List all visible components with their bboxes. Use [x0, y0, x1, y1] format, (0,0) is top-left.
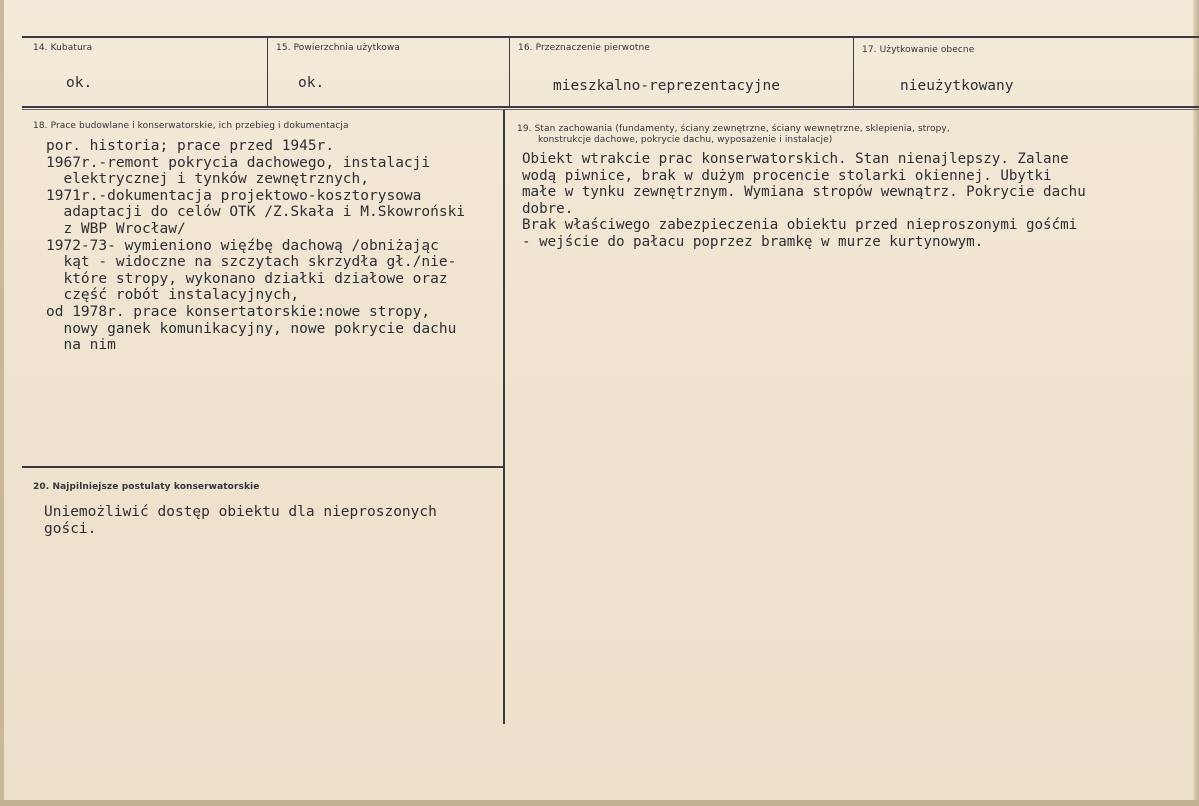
field-20-text [44, 504, 437, 537]
header-divider-1 [267, 38, 268, 106]
field-15-label: 15. Powierzchnia użytkowa [276, 43, 400, 53]
field-15-value: ok. [298, 75, 325, 91]
field-20-line: gości. [44, 520, 97, 537]
field-18-line: 1971r.-dokumentacja projektowo-kosztorysowa [46, 187, 422, 204]
card-edge-right [1193, 0, 1199, 806]
header-bottom-rule [22, 106, 1199, 108]
header-divider-3 [853, 38, 854, 106]
field-16-value: mieszkalno-reprezentacyjne [553, 78, 780, 94]
field-18-line: nowy ganek komunikacyjny, nowe pokrycie dachu [46, 320, 457, 337]
header-divider-2 [509, 38, 510, 106]
field-14-value: ok. [66, 75, 93, 91]
field-19-line: małe w tynku zewnętrznym. Wymiana stropów wewnątrz. Pokrycie dachu [522, 184, 1086, 201]
field-18-label: 18. Prace budowlane i konserwatorskie, ich przebieg i dokumentacja [33, 121, 349, 131]
field-20-label: 20. Najpilniejsze postulaty konserwatorskie [33, 482, 260, 492]
main-divider [503, 110, 505, 724]
field-19-line: - wejście do pałacu poprzez bramkę w murze kurtynowym. [522, 233, 984, 250]
field-18-text [46, 138, 465, 354]
field-19-label: 19. Stan zachowania (fundamenty, ściany zewnętrzne, ściany wewnętrzne, sklepienia, stropy, [517, 124, 950, 134]
field-19-line: Obiekt wtrakcie prac konserwatorskich. Stan nienajlepszy. Zalane [522, 151, 1069, 167]
section-20-rule [22, 466, 503, 468]
field-17-value: nieużytkowany [900, 78, 1014, 94]
top-rule [22, 36, 1199, 38]
field-18-line: od 1978r. prace konsertatorskie:nowe stropy, [46, 303, 431, 320]
field-18-line: kąt - widoczne na szczytach skrzydła gł./nie- [46, 254, 457, 271]
field-19-label-cont: konstrukcje dachowe, pokrycie dachu, wyposażenie i instalacje) [538, 135, 833, 145]
field-17-label: 17. Użytkowanie obecne [862, 45, 975, 55]
field-14-label: 14. Kubatura [33, 43, 93, 53]
field-18-line: część robót instalacyjnych, [46, 287, 300, 304]
field-19-line: dobre. [522, 200, 574, 217]
field-18-line: adaptacji do celów OTK /Z.Skała i M.Skowroński [46, 204, 466, 221]
field-18-line: por. historia; prace przed 1945r. [46, 138, 335, 154]
field-18-line: które stropy, wykonano działki działowe oraz [46, 270, 448, 287]
card-edge-left [0, 0, 4, 806]
field-19-text [522, 151, 1086, 251]
card-edge-bottom [0, 800, 1199, 806]
field-18-line: elektrycznej i tynków zewnętrznych, [46, 171, 370, 188]
field-20-line: Uniemożliwić dostęp obiektu dla nieproszonych [44, 504, 437, 520]
field-18-line: na nim [46, 337, 116, 354]
field-19-line: Brak właściwego zabezpieczenia obiektu przed nieproszonymi gośćmi [522, 217, 1078, 234]
header-bottom-rule-thin [22, 109, 1199, 110]
field-19-line: wodą piwnice, brak w dużym procencie stolarki okiennej. Ubytki [522, 167, 1052, 184]
field-16-label: 16. Przeznaczenie pierwotne [518, 43, 650, 53]
field-18-line: z WBP Wrocław/ [46, 220, 186, 237]
field-18-line: 1972-73- wymieniono więźbę dachową /obniżając [46, 237, 439, 254]
field-18-line: 1967r.-remont pokrycia dachowego, instalacji [46, 154, 431, 171]
